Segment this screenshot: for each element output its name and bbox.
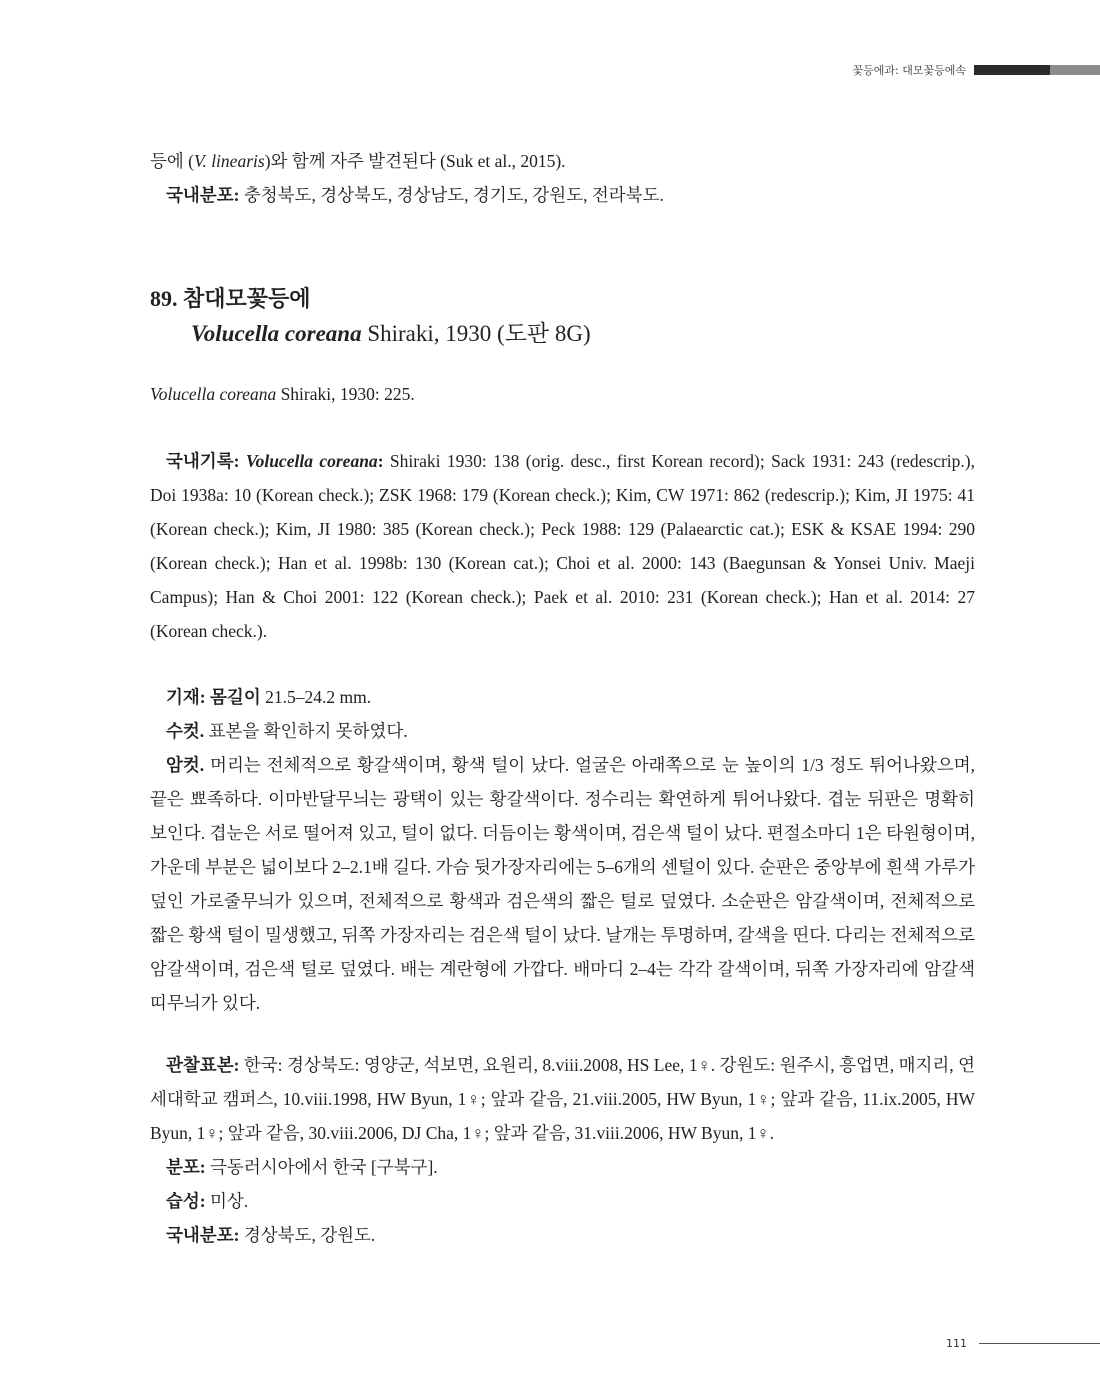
footer-rule <box>979 1343 1100 1344</box>
intro-line: 등에 (V. linearis)와 함께 자주 발견된다 (Suk et al., 2015). <box>150 151 566 171</box>
intro-distribution: 국내분포: 충청북도, 경상북도, 경상남도, 경기도, 강원도, 전라북도. <box>166 185 664 205</box>
species-heading: 89. 참대모꽃등에 <box>150 286 311 311</box>
citation: Volucella coreana Shiraki, 1930: 225. <box>150 384 415 404</box>
page-number: 111 <box>946 1336 967 1350</box>
distribution: 분포: 극동러시아에서 한국 [구북구]. <box>166 1157 438 1177</box>
header-bar-gray <box>1050 65 1100 75</box>
male-description: 수컷. 표본을 확인하지 못하였다. <box>166 721 408 741</box>
specimens-block <box>150 1048 975 1252</box>
running-title: 꽃등에과: 대모꽃등에속 <box>852 64 966 77</box>
header-bar-dark <box>974 65 1050 75</box>
korean-records: 국내기록: Volucella coreana: Shiraki 1930: 138 (orig. desc., first Korean record); Sack 1931: 243 (redescrip.), Doi 1938a: 10 (Korean check.); ZSK 1968: 179 (Korean check.); Kim, CW 1971: 862 (redescrip.); Kim, JI 1975: 41 (Korean check.); Kim, JI 1980: 385 (Korean check.); Peck 1988: 129 (Palaearctic cat.); ESK & KSAE 1994: 290 (Korean check.); Han et al. 1998b: 130 (Korean cat.); Choi et al. 2000: 143 (Baegunsan & Yonsei Univ. Maeji Campus); Han & Choi 2001: 122 (Korean check.); Paek et al. 2010: 231 (Korean check.); Han et al. 2014: 27 (Korean check.). <box>150 451 975 641</box>
female-description: 암컷. 머리는 전체적으로 황갈색이며, 황색 털이 났다. 얼굴은 아래쪽으로 눈 높이의 1/3 정도 튀어나왔으며, 끝은 뾰족하다. 이마반달무늬는 광택이 있는 황갈색이다. 정수리는 확연하게 튀어나왔다. 겹눈 뒤판은 명확히 보인다. 겹눈은 서로 떨어져 있고, 털이 없다. 더듬이는 황색이며, 검은색 털이 났다. 편절소마디 1은 타원형이며, 가운데 부분은 넓이보다 2–2.1배 길다. 가슴 뒷가장자리에는 5–6개의 센털이 있다. 순판은 중앙부에 흰색 가루가 덮인 가로줄무늬가 있으며, 전체적으로 황색과 검은색의 짧은 털로 덮였다. 소순판은 암갈색이며, 전체적으로 짧은 황색 털이 밀생했고, 뒤쪽 가장자리는 검은색 털이 났다. 날개는 투명하며, 갈색을 띤다. 다리는 전체적으로 암갈색이며, 검은색 털로 덮였다. 배는 계란형에 가깝다. 배마디 2–4는 각각 갈색이며, 뒤쪽 가장자리에 암갈색 띠무늬가 있다. <box>150 755 975 1013</box>
korean-distribution: 국내분포: 경상북도, 강원도. <box>166 1225 376 1245</box>
running-header <box>853 58 1100 82</box>
intro-block <box>150 144 975 212</box>
habit: 습성: 미상. <box>166 1191 249 1211</box>
page-footer <box>946 1331 1100 1355</box>
examined-specimens: 관찰표본: 한국: 경상북도: 영양군, 석보면, 요원리, 8.viii.2008, HS Lee, 1♀. 강원도: 원주시, 흥업면, 매지리, 연세대학교 캠퍼스, 10.viii.1998, HW Byun, 1♀; 앞과 같음, 21.viii.2005, HW Byun, 1♀; 앞과 같음, 11.ix.2005, HW Byun, 1♀; 앞과 같음, 30.viii.2006, DJ Cha, 1♀; 앞과 같음, 31.viii.2006, HW Byun, 1♀. <box>150 1055 975 1143</box>
body-length: 기재: 몸길이 21.5–24.2 mm. <box>166 687 372 707</box>
description-block <box>150 680 975 1020</box>
species-scientific-name: Volucella coreana Shiraki, 1930 (도판 8G) <box>191 321 591 346</box>
